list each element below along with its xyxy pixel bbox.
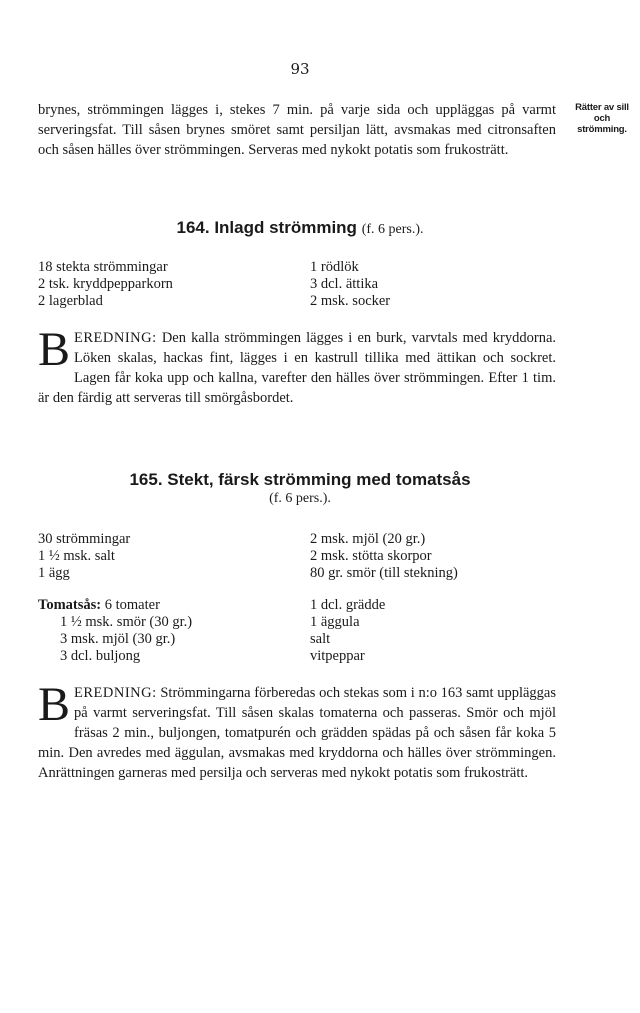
- ingredient-line: 2 msk. socker: [310, 293, 391, 309]
- recipe-165-text: Strömmingarna förberedas och stekas som i n:o 163 samt uppläggas på varmt serveringsfat. Till såsen skalas tomaterna och passeras. Smör och mjöl fräsas 2 min., buljongen, tomatpurén och grädden spädas på och såsen får koka 5 min. Den avredes med äggulan, avsmakas med kryddorna och hälles över strömmingen. Anrättningen garneras med persilja och serveras med nykokt potatis som frukosträtt.: [38, 685, 556, 781]
- ingredient-line: 80 gr. smör (till stekning): [310, 565, 458, 581]
- ingredient-line: 18 stekta strömmingar: [38, 259, 168, 275]
- recipe-164-number: 164.: [176, 218, 210, 237]
- page-number: 93: [290, 60, 310, 78]
- ingredient-line: 1 ägg: [38, 565, 70, 581]
- ingredient-line: 2 msk. mjöl (20 gr.): [310, 531, 426, 547]
- ingredient-line: 1 dcl. grädde: [310, 597, 386, 613]
- ingredient-line: 2 lagerblad: [38, 293, 103, 309]
- ingredient-line: 3 dcl. ättika: [310, 276, 379, 292]
- recipe-165-lead: EREDNING:: [74, 685, 157, 701]
- margin-note-line2: och: [593, 113, 611, 124]
- sauce-first-line: [38, 597, 192, 614]
- ingredient-line: 1 ½ msk. salt: [38, 548, 115, 564]
- ingredient-line: 3 msk. mjöl (30 gr.): [60, 631, 176, 647]
- sauce-ingredients-left: [38, 597, 192, 665]
- recipe-165-heading: [0, 470, 600, 490]
- recipe-165-method: [38, 678, 556, 783]
- ingredient-line: 1 rödlök: [310, 259, 359, 275]
- sauce-label: Tomatsås:: [38, 597, 102, 613]
- ingredient-line: salt: [310, 631, 331, 647]
- recipe-164-dropcap: B: [38, 323, 71, 376]
- recipe-164-title: Inlagd strömming: [214, 218, 357, 237]
- ingredient-line: 2 tsk. kryddpepparkorn: [38, 276, 173, 292]
- ingredient-line: 1 äggula: [310, 614, 360, 630]
- margin-note: [566, 102, 638, 135]
- ingredient-line: 1 ½ msk. smör (30 gr.): [60, 614, 193, 630]
- intro-paragraph: brynes, strömmingen lägges i, stekes 7 min. på varje sida och uppläggas på varmt serveringsfat. Till såsen brynes smöret samt persiljan lätt, avsmakas med citronsaften och såsen hälles över strömmingen. Serveras med nykokt potatis som frukosträtt.: [38, 102, 556, 158]
- recipe-165-dropcap: B: [38, 678, 71, 731]
- margin-note-line3: strömming.: [577, 124, 627, 135]
- recipe-165-ingredients-left: [38, 531, 130, 582]
- recipe-164-lead: EREDNING:: [74, 330, 157, 346]
- recipe-165-serves: (f. 6 pers.).: [269, 491, 331, 506]
- recipe-164-ingredients-right: [310, 259, 390, 310]
- ingredient-line: vitpeppar: [310, 648, 365, 664]
- recipe-164-serves: (f. 6 pers.).: [361, 222, 424, 237]
- sauce-first-ingredient: 6 tomater: [104, 597, 160, 613]
- recipe-164-heading: [0, 218, 600, 238]
- ingredient-line: 2 msk. stötta skorpor: [310, 548, 432, 564]
- recipe-165-number: 165.: [129, 470, 163, 489]
- ingredient-line: 30 strömmingar: [38, 531, 131, 547]
- recipe-165-ingredients-right: [310, 531, 458, 582]
- recipe-165-title: Stekt, färsk strömming med tomatsås: [167, 470, 471, 489]
- recipe-164-method: [38, 323, 557, 408]
- sauce-ingredients-right: [310, 597, 385, 665]
- margin-note-line1: Rätter av sill: [575, 102, 629, 113]
- recipe-164-ingredients-left: [38, 259, 173, 310]
- ingredient-line: 3 dcl. buljong: [60, 648, 141, 664]
- recipe-164-text: Den kalla strömmingen lägges i en burk, varvtals med kryddorna. Löken skalas, hackas fint, lägges i en kastrull tillika med ättikan och sockret. Lagen får koka upp och kallna, varefter den hälles över strömmingen. Efter 1 tim. är den färdig att serveras till smörgåsbordet.: [38, 330, 557, 406]
